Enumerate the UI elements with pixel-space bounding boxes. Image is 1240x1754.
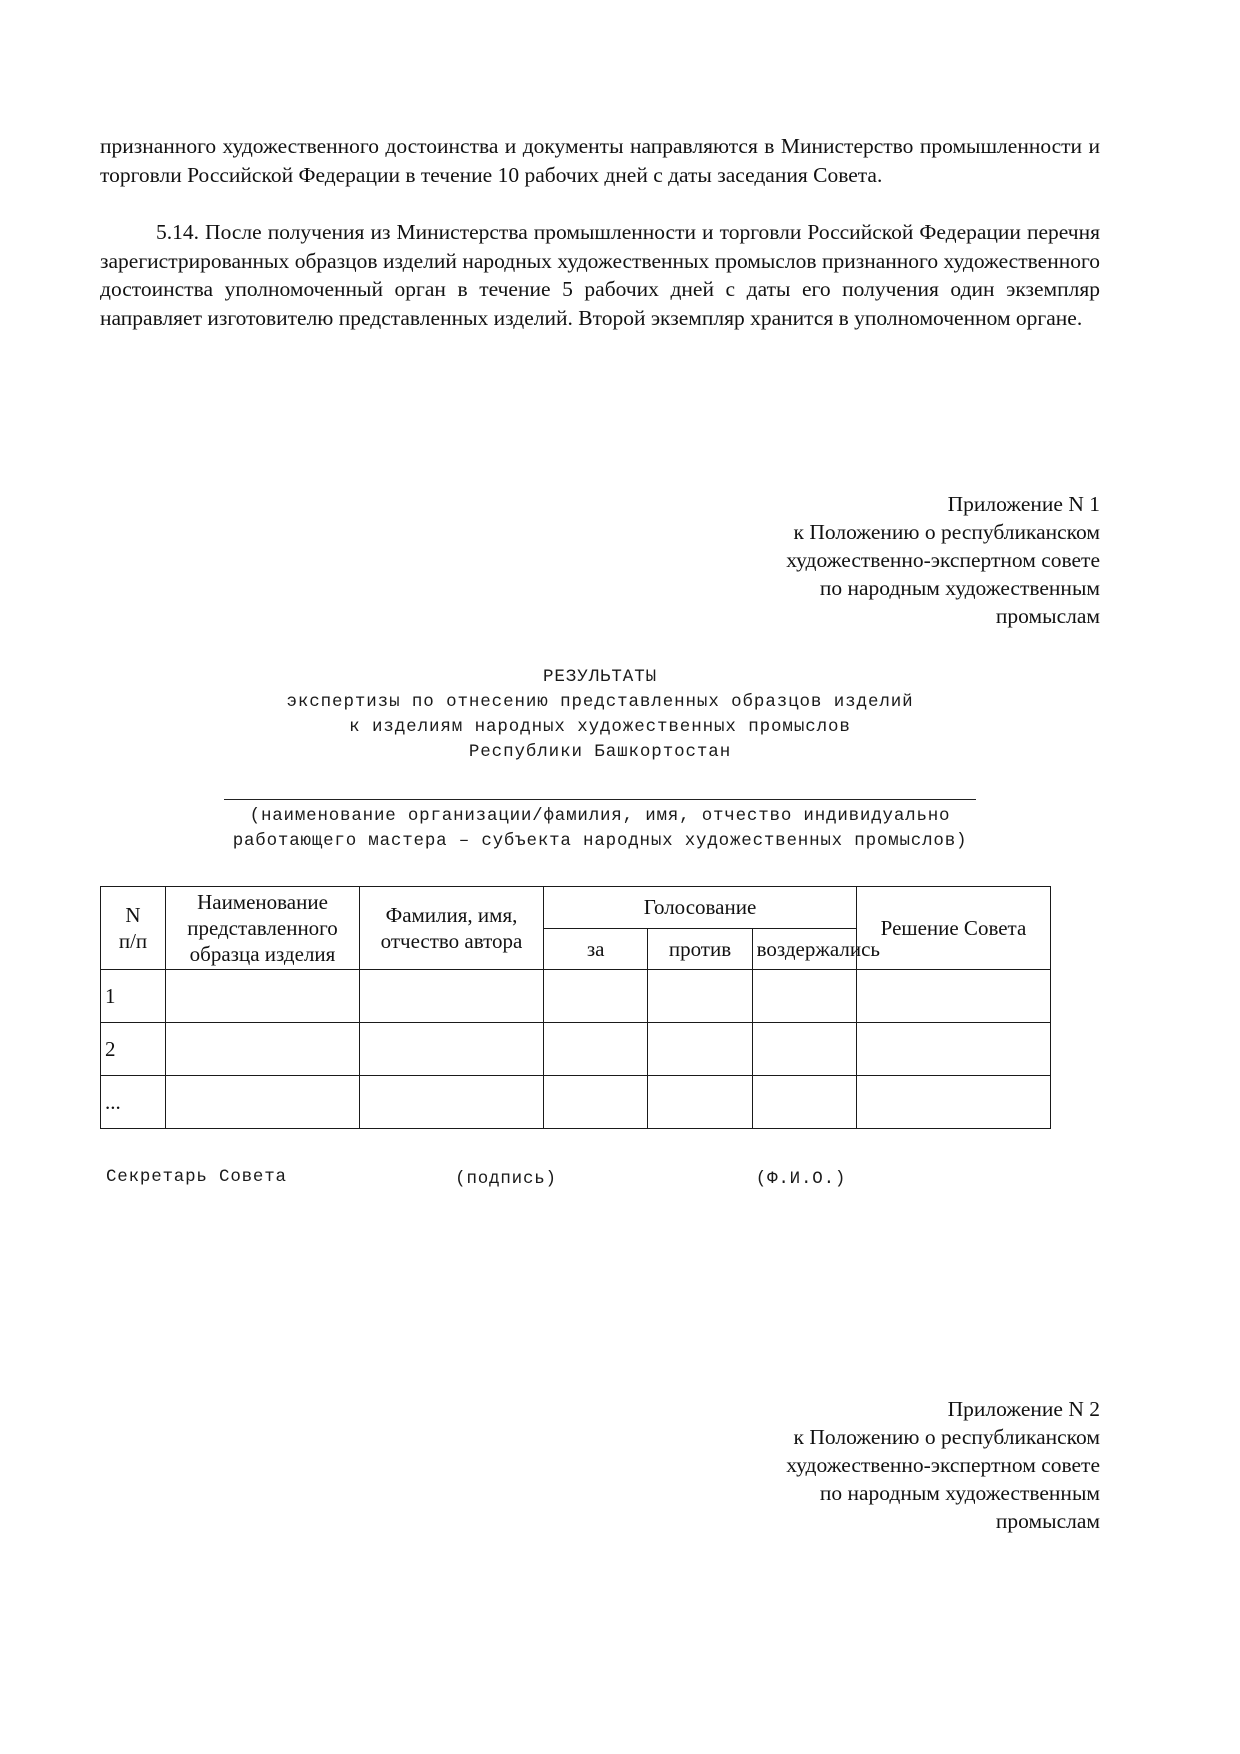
form-title-line-1: РЕЗУЛЬТАТЫ — [542, 667, 658, 687]
cell-vote-for[interactable] — [544, 970, 648, 1023]
spacer-before-org-field — [100, 765, 1100, 799]
cell-author[interactable] — [360, 1076, 544, 1129]
signature-slot-signature — [388, 1169, 624, 1189]
appendix-1-line-4: по народным художественным — [819, 576, 1100, 600]
appendix-2-line-3: художественно-экспертном совете — [786, 1453, 1100, 1477]
appendix-2-reference — [100, 1395, 1100, 1535]
header-vote-against: против — [648, 928, 752, 970]
cell-row-number: 1 — [101, 970, 166, 1023]
spacer-before-appendix-1 — [100, 332, 1100, 490]
header-author-line-2: отчество автора — [380, 929, 523, 953]
spacer-after-appendix-1 — [100, 630, 1100, 665]
appendix-2-line-4: по народным художественным — [819, 1481, 1100, 1505]
header-decision: Решение Совета — [857, 887, 1051, 970]
paragraph-continued: признанного художественного достоинства и документы направляются в Министерство промышленности и торговли Российской Федерации в течение 10 рабочих дней с даты заседания Совета. — [100, 134, 1100, 187]
appendix-1-reference — [100, 490, 1100, 630]
cell-vote-abstain[interactable] — [752, 970, 856, 1023]
appendix-1-line-1: Приложение N 1 — [947, 492, 1100, 516]
paragraph-spacer — [100, 189, 1100, 218]
header-sample-name-line-3: образца изделия — [189, 942, 336, 966]
spacer-before-table — [100, 854, 1100, 886]
signature-block — [100, 1161, 1100, 1227]
header-author — [360, 887, 544, 970]
cell-vote-abstain[interactable] — [752, 1023, 856, 1076]
table-header-row-1 — [101, 887, 1051, 929]
cell-author[interactable] — [360, 1023, 544, 1076]
header-row-number-line-2: п/п — [118, 929, 148, 953]
form-title-block — [100, 665, 1100, 765]
header-vote-for: за — [544, 928, 648, 970]
header-sample-name-line-1: Наименование — [197, 890, 328, 914]
fio-caption: (Ф.И.О.) — [755, 1169, 847, 1189]
header-vote-abstain: воздержались — [752, 928, 856, 970]
cell-sample-name[interactable] — [166, 1076, 360, 1129]
appendix-1-line-5: промыслам — [995, 604, 1100, 628]
cell-row-number: ... — [101, 1076, 166, 1129]
results-table — [100, 886, 1051, 1129]
header-author-line-1: Фамилия, имя, — [385, 903, 518, 927]
form-title-line-3: к изделиям народных художественных промыслов — [349, 717, 851, 737]
cell-vote-for[interactable] — [544, 1023, 648, 1076]
form-title-line-4: Республики Башкортостан — [468, 742, 732, 762]
results-table-body — [101, 970, 1051, 1129]
cell-decision[interactable] — [857, 1023, 1051, 1076]
header-sample-name-line-2: представленного — [187, 916, 338, 940]
table-row — [101, 1076, 1051, 1129]
cell-decision[interactable] — [857, 1076, 1051, 1129]
cell-vote-against[interactable] — [648, 1023, 752, 1076]
cell-author[interactable] — [360, 970, 544, 1023]
signature-slot-fio — [648, 1169, 954, 1189]
header-row-number-line-1: N — [125, 903, 141, 927]
form-title-line-2: экспертизы по отнесению представленных образцов изделий — [286, 692, 914, 712]
appendix-1-line-3: художественно-экспертном совете — [786, 548, 1100, 572]
cell-vote-against[interactable] — [648, 1076, 752, 1129]
appendix-2-line-1: Приложение N 2 — [947, 1397, 1100, 1421]
org-field-block — [100, 799, 1100, 854]
cell-vote-abstain[interactable] — [752, 1076, 856, 1129]
org-name-blank-line[interactable] — [224, 799, 976, 800]
header-voting: Голосование — [544, 887, 857, 929]
org-field-caption — [100, 804, 1100, 854]
org-caption-line-2: работающего мастера – субъекта народных художественных промыслов) — [232, 831, 968, 851]
appendix-1-line-2: к Положению о республиканском — [793, 520, 1100, 544]
spacer-before-appendix-2 — [100, 1227, 1100, 1395]
appendix-2-line-5: промыслам — [995, 1509, 1100, 1533]
org-caption-line-1: (наименование организации/фамилия, имя, отчество индивидуально — [249, 806, 951, 826]
header-row-number — [101, 887, 166, 970]
paragraph-clause-5-14: 5.14. После получения из Министерства промышленности и торговли Российской Федерации перечня зарегистрированных образцов изделий народных художественных промыслов признанного художественного достоинства уполномоченный орган в течение 5 рабочих дней с даты его получения один экземпляр направляет изготовителю представленных изделий. Второй экземпляр хранится в уполномоченном органе. — [100, 220, 1100, 330]
table-row — [101, 970, 1051, 1023]
cell-sample-name[interactable] — [166, 970, 360, 1023]
page-content — [100, 132, 1100, 1535]
signature-caption: (подпись) — [455, 1169, 557, 1189]
cell-decision[interactable] — [857, 970, 1051, 1023]
cell-sample-name[interactable] — [166, 1023, 360, 1076]
appendix-2-line-2: к Положению о республиканском — [793, 1425, 1100, 1449]
results-table-head — [101, 887, 1051, 970]
header-sample-name — [166, 887, 360, 970]
signature-role-label: Секретарь Совета — [106, 1167, 287, 1187]
table-row — [101, 1023, 1051, 1076]
cell-vote-against[interactable] — [648, 970, 752, 1023]
spacer-before-signature — [100, 1129, 1100, 1161]
cell-vote-for[interactable] — [544, 1076, 648, 1129]
cell-row-number: 2 — [101, 1023, 166, 1076]
